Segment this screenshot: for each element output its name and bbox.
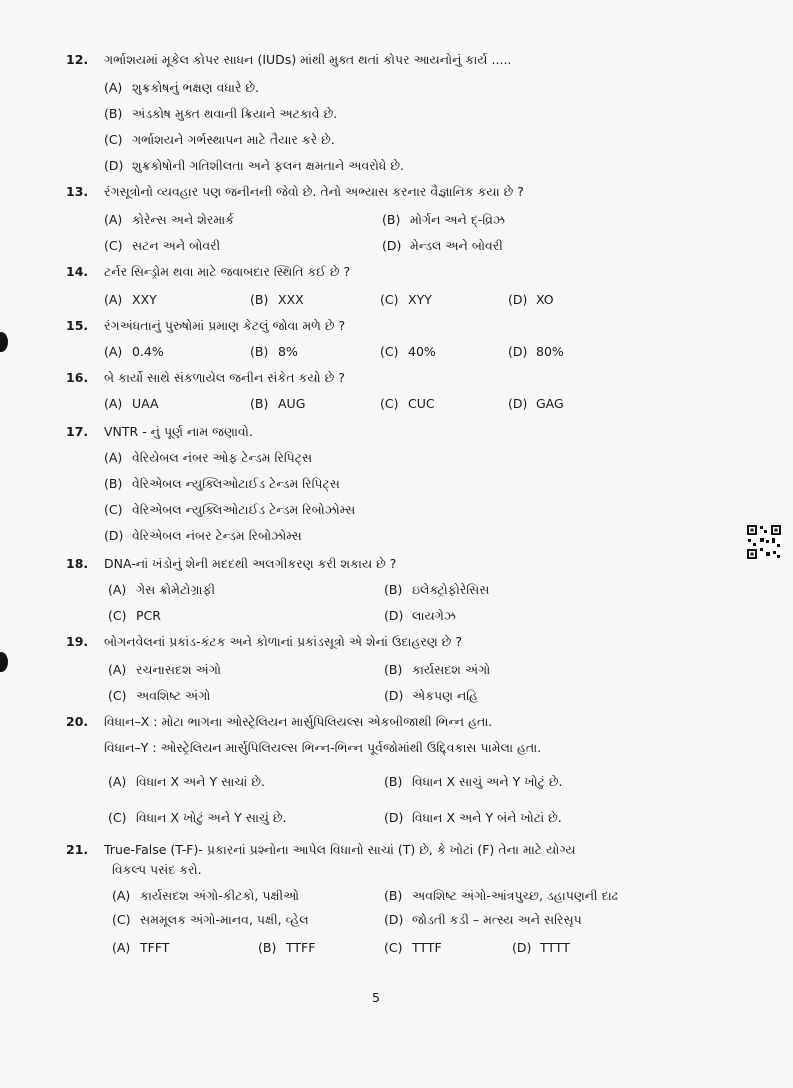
option-text: અવશિષ્ટ અંગો-આંત્રપુચ્છ, ડહાપણની દાઢ [412, 888, 618, 903]
option-a [104, 396, 159, 411]
option-d [384, 688, 478, 704]
option-text: શુક્રકોષનું ભક્ષણ વધારે છે. [132, 80, 260, 95]
question-number: 18. [66, 556, 89, 571]
question-number: 15. [66, 318, 89, 333]
option-text: એકપણ નહિ [412, 688, 479, 703]
option-label: (B) [382, 212, 401, 227]
option-text: ઇલેક્ટ્રોફોરેસિસ [412, 582, 490, 597]
option-label: (A) [104, 80, 123, 95]
question-number: 19. [66, 634, 89, 649]
answer-c [384, 940, 442, 955]
option-text: મોર્ગન અને દ્-વ્રિઝ [410, 212, 505, 227]
option-text: GAG [536, 396, 564, 411]
option-label: (C) [384, 940, 403, 955]
option-b [250, 396, 305, 411]
option-label: (A) [104, 450, 123, 465]
option-label: (A) [108, 582, 127, 597]
question-21 [66, 842, 576, 858]
option-label: (B) [104, 476, 123, 491]
statement-b [384, 888, 618, 904]
question-text: બોગનવેલનાં પ્રકાંડ-કંટક અને કોળાનાં પ્રકાંડસૂત્રો એ શેનાં ઉદાહરણ છે ? [104, 634, 462, 649]
option-text: 40% [408, 344, 436, 359]
option-label: (B) [250, 344, 269, 359]
option-label: (B) [384, 888, 403, 903]
statement-c [112, 912, 309, 928]
option-b [384, 774, 563, 790]
option-c [104, 238, 220, 254]
option-label: (D) [508, 292, 528, 307]
option-text: UAA [132, 396, 159, 411]
option-label: (B) [250, 396, 269, 411]
statement-a [112, 888, 299, 904]
option-a [104, 80, 259, 96]
option-text: XO [536, 292, 554, 307]
qr-code-icon [746, 524, 782, 560]
option-text: TTTF [412, 940, 442, 955]
option-text: મેન્ડલ અને બોવરી [410, 238, 503, 253]
option-a [108, 582, 215, 598]
option-text: વિધાન X સાચું અને Y ખોટું છે. [412, 774, 563, 789]
option-text: TFFT [140, 940, 170, 955]
option-text: વિધાન X ખોટું અને Y સાચું છે. [136, 810, 287, 825]
option-text: TTFF [286, 940, 316, 955]
option-text: વેરિયેબલ નંબર ઓફ ટેન્ડમ રિપિટ્સ [132, 450, 313, 465]
question-number: 14. [66, 264, 89, 279]
question-number: 13. [66, 184, 89, 199]
question-number: 20. [66, 714, 89, 729]
option-d [508, 344, 564, 359]
option-label: (D) [508, 396, 528, 411]
option-d [508, 292, 554, 307]
question-20-statement-y: વિધાન–Y : ઓસ્ટ્રેલિયન માર્સુપિલિયલ્સ ભિન્ન-ભિન્ન પૂર્વજોમાંથી ઉદ્દ્વિકાસ પામેલા હતા. [104, 740, 542, 755]
option-text: વેરિએબલ ન્યુક્લિઓટાઈડ ટેન્ડમ રિપિટ્સ [132, 476, 340, 491]
question-number: 16. [66, 370, 89, 385]
punch-hole-mark [0, 332, 8, 352]
question-14 [66, 264, 350, 280]
option-label: (B) [104, 106, 123, 121]
option-c [380, 396, 435, 411]
option-label: (D) [384, 912, 404, 927]
option-label: (C) [104, 132, 123, 147]
option-text: 80% [536, 344, 564, 359]
option-text: કોરેન્સ અને શેરમાર્ક [132, 212, 235, 227]
option-text: XXY [132, 292, 157, 307]
option-c [380, 292, 432, 307]
option-b [250, 292, 304, 307]
option-a [108, 774, 265, 790]
option-text: અવશિષ્ટ અંગો [136, 688, 211, 703]
question-12 [66, 52, 511, 68]
question-15 [66, 318, 345, 334]
option-a [104, 292, 157, 307]
option-text: લાયગેઝ [412, 608, 456, 623]
option-text: AUG [278, 396, 306, 411]
option-d [384, 810, 562, 826]
question-text: VNTR - નું પૂર્ણ નામ જણાવો. [104, 424, 253, 439]
option-text: 0.4% [132, 344, 164, 359]
answer-a [112, 940, 169, 955]
option-label: (D) [384, 810, 404, 825]
question-21-instruction-line2: વિકલ્પ પસંદ કરો. [112, 862, 202, 877]
question-text: બે કાર્યો સાથે સંકળાયેલ જનીન સંકેત કયો છે ? [104, 370, 345, 385]
option-a [108, 662, 221, 678]
statement-d [384, 912, 582, 928]
option-label: (C) [380, 292, 399, 307]
option-label: (A) [112, 940, 131, 955]
option-label: (C) [380, 344, 399, 359]
option-label: (C) [380, 396, 399, 411]
answer-d [512, 940, 570, 955]
option-label: (A) [108, 774, 127, 789]
option-c [108, 608, 161, 623]
option-label: (C) [108, 810, 127, 825]
option-text: PCR [136, 608, 161, 623]
option-label: (D) [384, 688, 404, 703]
option-label: (B) [258, 940, 277, 955]
option-text: વિધાન X અને Y બંને ખોટાં છે. [412, 810, 562, 825]
question-text: રંગસૂત્રોનો વ્યવહાર પણ જનીનની જેવો છે. તેનો અભ્યાસ કરનાર વૈજ્ઞાનિક કયા છે ? [104, 184, 524, 199]
punch-hole-mark [0, 652, 8, 672]
option-a [104, 212, 234, 228]
question-20 [66, 714, 492, 730]
option-label: (B) [384, 582, 403, 597]
option-text: વેરિએબલ ન્યુક્લિઓટાઈડ ટેન્ડમ રિબોઝોમ્સ [132, 502, 356, 517]
option-d [382, 238, 503, 254]
option-label: (A) [104, 292, 123, 307]
option-label: (C) [104, 502, 123, 517]
question-number: 12. [66, 52, 89, 67]
option-text: ગેસ ક્રોમેટોગ્રાફી [136, 582, 216, 597]
option-b [250, 344, 298, 359]
option-label: (D) [104, 528, 124, 543]
question-text: વિધાન–X : મોટા ભાગના ઓસ્ટ્રેલિયન માર્સુપિલિયલ્સ એકબીજાથી ભિન્ન હતા. [104, 714, 493, 729]
question-text: True-False (T-F)- પ્રકારનાં પ્રશ્નોના આપેલ વિધાનો સાચાં (T) છે, કે ખોટાં (F) તેના માટે યોગ્ય [104, 842, 576, 857]
question-number: 17. [66, 424, 89, 439]
option-text: વિધાન X અને Y સાચાં છે. [136, 774, 265, 789]
option-text: ગર્ભાશયને ગર્ભસ્થાપન માટે તૈયાર કરે છે. [132, 132, 335, 147]
option-text: CUC [408, 396, 435, 411]
option-label: (D) [512, 940, 532, 955]
question-text: રંગઅંધતાનું પુરુષોમાં પ્રમાણ કેટલું જોવા મળે છે ? [104, 318, 346, 333]
option-text: સમમૂલક અંગો-માનવ, પક્ષી, વ્હેલ [140, 912, 309, 927]
option-label: (A) [104, 344, 123, 359]
option-label: (D) [508, 344, 528, 359]
option-text: કાર્યસદશ અંગો-કીટકો, પક્ષીઓ [140, 888, 300, 903]
option-b [384, 662, 490, 678]
question-16 [66, 370, 345, 386]
option-label: (C) [104, 238, 123, 253]
option-label: (B) [384, 774, 403, 789]
option-a [104, 344, 164, 359]
option-text: અંડકોષ મુક્ત થવાની ક્રિયાને અટકાવે છે. [132, 106, 338, 121]
option-text: જોડતી કડી – મત્સ્ય અને સરિસૃપ [412, 912, 582, 927]
option-label: (A) [104, 396, 123, 411]
option-d [384, 608, 456, 624]
option-text: કાર્યસદશ અંગો [412, 662, 491, 677]
option-label: (B) [384, 662, 403, 677]
option-text: XXX [278, 292, 304, 307]
option-b [382, 212, 505, 228]
option-text: XYY [408, 292, 432, 307]
option-text: સટન અને બોવરી [132, 238, 221, 253]
option-label: (A) [108, 662, 127, 677]
option-b [104, 476, 340, 492]
question-18 [66, 556, 396, 572]
option-c [104, 502, 355, 518]
question-13 [66, 184, 524, 200]
option-c [108, 810, 287, 826]
option-text: વેરિએબલ નંબર ટેન્ડમ રિબોઝોમ્સ [132, 528, 302, 543]
option-label: (A) [104, 212, 123, 227]
option-label: (D) [104, 158, 124, 173]
option-b [104, 106, 337, 122]
option-label: (C) [112, 912, 131, 927]
question-19 [66, 634, 462, 650]
question-text: ગર્ભાશયમાં મૂકેલ કોપર સાધન (IUDs) માંથી મુક્ત થતાં કોપર આયનોનું કાર્ય ..... [104, 52, 512, 67]
question-text: ટર્નર સિન્ડ્રોમ થવા માટે જવાબદાર સ્થિતિ કઈ છે ? [104, 264, 351, 279]
option-text: રચનાસદશ અંગો [136, 662, 221, 677]
option-d [104, 158, 404, 174]
option-text: TTTT [540, 940, 570, 955]
question-text: DNA-નાં ખંડોનું શેની મદદથી અલગીકરણ કરી શકાય છે ? [104, 556, 397, 571]
option-label: (D) [382, 238, 402, 253]
question-17 [66, 424, 253, 440]
option-label: (A) [112, 888, 131, 903]
option-d [104, 528, 302, 544]
option-b [384, 582, 489, 598]
option-label: (C) [108, 688, 127, 703]
answer-b [258, 940, 315, 955]
option-d [508, 396, 564, 411]
option-a [104, 450, 312, 466]
option-text: શુક્રકોષોની ગતિશીલતા અને ફલન ક્ષમતાને અવરોધે છે. [132, 158, 404, 173]
option-text: 8% [278, 344, 298, 359]
option-c [104, 132, 335, 148]
page-number: 5 [372, 990, 380, 1005]
option-c [380, 344, 436, 359]
option-label: (B) [250, 292, 269, 307]
option-label: (D) [384, 608, 404, 623]
option-c [108, 688, 210, 704]
question-number: 21. [66, 842, 89, 857]
option-label: (C) [108, 608, 127, 623]
